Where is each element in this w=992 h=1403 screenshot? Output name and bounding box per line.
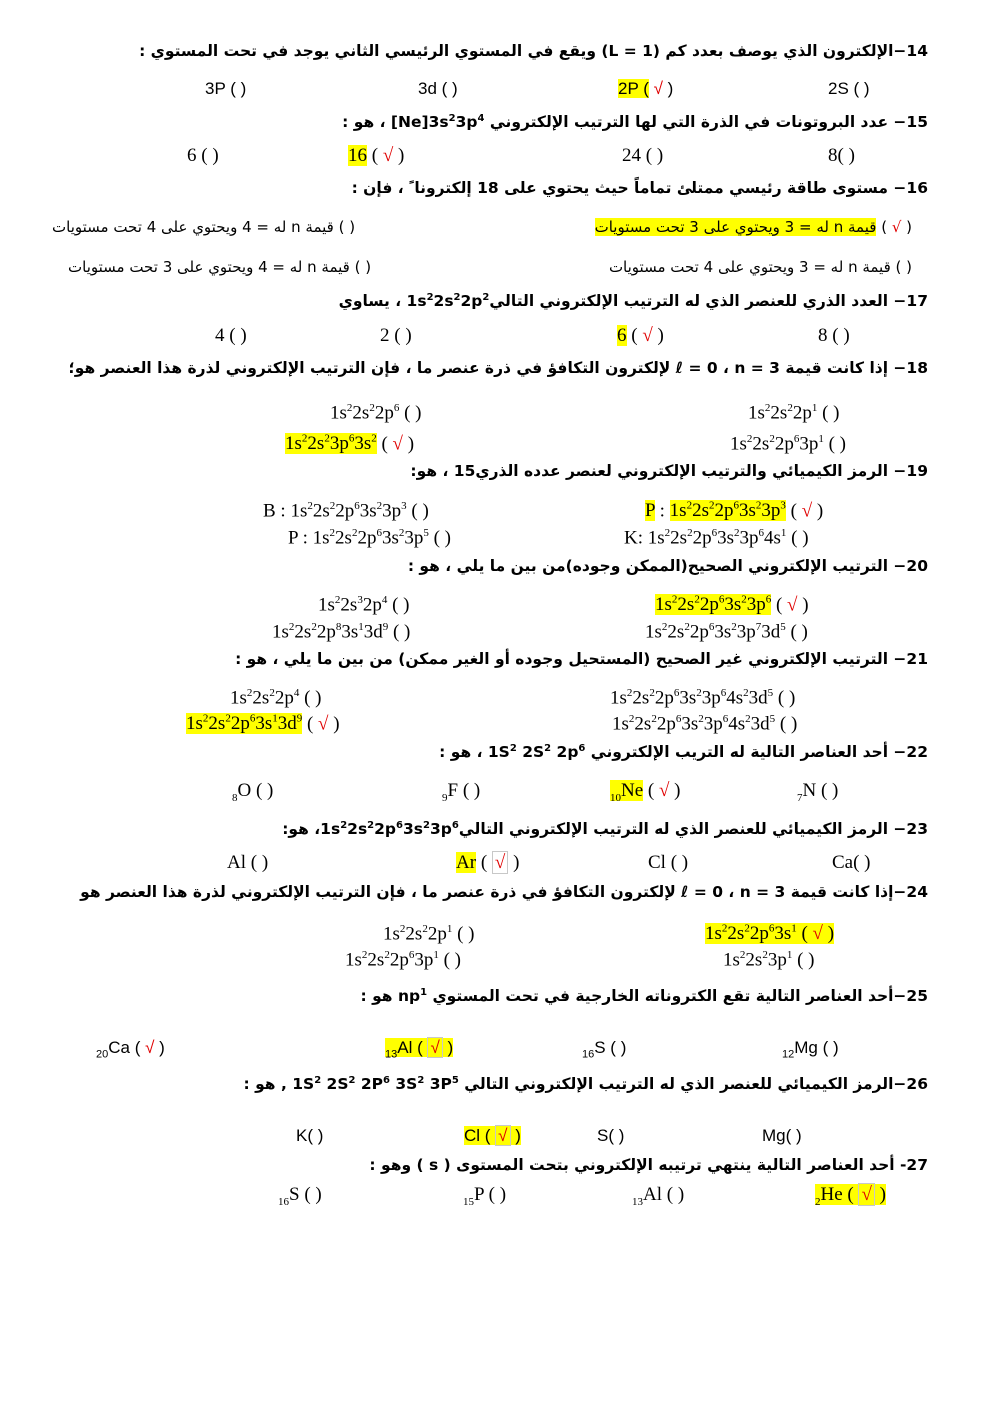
option-q25-mg[interactable]: $_{12}$Mg ( ) — [782, 1038, 839, 1061]
option-q23-ar[interactable]: Ar ( √ ) — [456, 852, 520, 873]
option-q16-b[interactable]: ( ) قيمة n له = 4 ويحتوي على 4 تحت مستويات — [52, 218, 356, 236]
option-q22-ne[interactable]: $_{10}$Ne ( √ ) — [610, 780, 681, 804]
option-q24-c[interactable]: $1s^22s^22p^63p^1$ ( ) — [345, 949, 461, 971]
option-q15-24[interactable]: 24 ( ) — [622, 145, 664, 166]
option-q27-al[interactable]: $_{13}$Al ( ) — [632, 1184, 685, 1208]
question-24: 24−إذا كانت قيمة n = 3 ، ℓ = 0 لإلكترون التكافؤ في ذرة عنصر ما ، فإن الترتيب الإلكتروني لذرة هذا العنصر هو — [80, 883, 928, 901]
option-q21-c[interactable]: $1s^22s^22p^63s^13d^9$ ( √ ) — [186, 713, 340, 735]
option-q24-b[interactable]: $1s^22s^22p^63s^1$ ( √ ) — [705, 923, 835, 945]
question-16: 16− مستوى طاقة رئيسي ممتلئ تماماً حيث يحتوي على 18 إلكترونا ً ، فإن : — [351, 179, 928, 197]
option-q19-c[interactable]: P : $1s^22s^22p^63s^23p^5$ ( ) — [288, 527, 452, 549]
option-q26-cl[interactable]: Cl ( √ ) — [464, 1126, 521, 1145]
option-q26-s[interactable]: S( ) — [597, 1126, 625, 1145]
option-q27-s[interactable]: $_{16}$S ( ) — [278, 1184, 322, 1208]
option-q27-p[interactable]: $_{15}$P ( ) — [463, 1184, 507, 1208]
option-q20-c[interactable]: $1s^22s^22p^83s^13d^9$ ( ) — [272, 621, 411, 643]
question-22: 22− أحد العناصر التالية له التريب الإلكتروني $1S^2$ $2S^2$ $2p^6$ ، هو : — [439, 743, 928, 762]
question-27: 27- أحد العناصر التالية ينتهي ترتيبه الإلكتروني بتحت المستوى ( s ) وهو : — [369, 1156, 928, 1174]
option-q14-2s[interactable]: 2S ( ) — [828, 79, 870, 98]
option-q17-2[interactable]: 2 ( ) — [380, 325, 412, 346]
question-19: 19− الرمز الكيميائي والترتيب الإلكتروني لعنصر عدده الذري15 ، هو: — [410, 462, 928, 480]
option-q25-al[interactable]: $_{13}$Al ( √ ) — [385, 1038, 454, 1061]
option-q24-d[interactable]: $1s^22s^23p^1$ ( ) — [723, 949, 815, 971]
option-q26-k[interactable]: K( ) — [296, 1126, 324, 1145]
option-q18-b[interactable]: $1s^22s^22p^1$ ( ) — [748, 402, 840, 424]
option-q23-al[interactable]: Al ( ) — [227, 852, 269, 873]
question-15: 15− عدد البروتونات في الذرة التي لها الترتيب الإلكتروني $[Ne]3s^23p^4$ ، هو : — [342, 113, 928, 132]
option-q16-c[interactable]: ( ) قيمة n له = 3 ويحتوي على 4 تحت مستويات — [608, 258, 912, 276]
option-q15-6[interactable]: 6 ( ) — [187, 145, 219, 166]
option-q21-a[interactable]: $1s^22s^22p^4$ ( ) — [230, 687, 322, 709]
option-q16-a[interactable]: ( √ ) قيمة n له = 3 ويحتوي على 3 تحت مستويات — [594, 218, 912, 236]
option-q17-6[interactable]: 6 ( √ ) — [617, 325, 664, 346]
option-q23-ca[interactable]: Ca( ) — [832, 852, 871, 873]
option-q15-16[interactable]: 16 ( √ ) — [348, 145, 405, 166]
option-q22-n[interactable]: $_7$N ( ) — [797, 780, 839, 804]
option-q17-4[interactable]: 4 ( ) — [215, 325, 247, 346]
question-26: 26−الرمز الكيميائي للعنصر الذي له الترتيب الإلكتروني التالي $1S^2$ $2S^2$ $2P^6$ $3S^2$ $3P^5$ , هو : — [243, 1075, 928, 1094]
option-q25-ca[interactable]: $_{20}$Ca ( √ ) — [96, 1038, 165, 1061]
option-q24-a[interactable]: $1s^22s^22p^1$ ( ) — [383, 923, 475, 945]
option-q26-mg[interactable]: Mg( ) — [762, 1126, 802, 1145]
question-14: 14−الإلكترون الذي يوصف بعدد كم (L = 1) ويقع في المستوي الرئيسي الثاني يوجد في تحت المستوي : — [139, 42, 928, 60]
option-q18-c[interactable]: $1s^22s^23p^63s^2$ ( √ ) — [285, 433, 415, 455]
option-q19-b[interactable]: P : $1s^22s^22p^63s^23p^3$ ( √ ) — [645, 500, 824, 522]
option-q23-cl[interactable]: Cl ( ) — [648, 852, 689, 873]
option-q19-d[interactable]: K: $1s^22s^22p^63s^23p^64s^1$ ( ) — [624, 527, 809, 549]
option-q22-o[interactable]: $_8$O ( ) — [232, 780, 274, 804]
option-q20-a[interactable]: $1s^22s^32p^4$ ( ) — [318, 594, 410, 616]
option-q16-d[interactable]: ( ) قيمة n له = 4 ويحتوي على 3 تحت مستويات — [68, 258, 372, 276]
option-q21-b[interactable]: $1s^22s^22p^63s^23p^64s^23d^5$ ( ) — [610, 687, 796, 709]
option-q25-s[interactable]: $_{16}$S ( ) — [582, 1038, 627, 1061]
option-q22-f[interactable]: $_9$F ( ) — [442, 780, 481, 804]
question-23: 23− الرمز الكيميائي للعنصر الذي له الترتيب الإلكتروني $التالي1s^22s^22p^63s^23p^6،$ هو: — [282, 820, 928, 839]
option-q20-d[interactable]: $1s^22s^22p^63s^23p^73d^5$ ( ) — [645, 621, 808, 643]
option-q14-2p[interactable]: 2P ( √ ) — [618, 79, 674, 98]
question-18: 18− إذا كانت قيمة n = 3 ، ℓ = 0 لإلكترون التكافؤ في ذرة عنصر ما ، فإن الترتيب الإلكتروني لذرة هذا العنصر هو؛ — [68, 359, 928, 377]
option-q20-b[interactable]: $1s^22s^22p^63s^23p^6$ ( √ ) — [655, 594, 809, 616]
question-25: 25−أحد العناصر التالية تقع الكتروناته الخارجية في تحت المستوي $np^1$ هو : — [360, 987, 928, 1006]
option-q27-he[interactable]: $_2$He ( √ ) — [815, 1184, 886, 1208]
option-q18-d[interactable]: $1s^22s^22p^63p^1$ ( ) — [730, 433, 846, 455]
option-q21-d[interactable]: $1s^22s^22p^63s^23p^64s^23d^5$ ( ) — [612, 713, 798, 735]
option-q15-8[interactable]: 8( ) — [828, 145, 855, 166]
question-21: 21− الترتيب الإلكتروني غير الصحيح (المستحيل وجوده أو الغير ممكن) من بين ما يلي ، هو : — [235, 650, 928, 668]
option-q14-3d[interactable]: 3d ( ) — [418, 79, 458, 98]
question-17: 17− العدد الذري للعنصر الذي له الترتيب الإلكتروني $التالي1s^22s^22p^2$ ، يساوي — [338, 292, 928, 311]
option-q19-a[interactable]: B : $1s^22s^22p^63s^23p^3$ ( ) — [263, 500, 429, 522]
option-q17-8[interactable]: 8 ( ) — [818, 325, 850, 346]
option-q18-a[interactable]: $1s^22s^22p^6$ ( ) — [330, 402, 422, 424]
question-20: 20− الترتيب الإلكتروني الصحيح(الممكن وجوده)من بين ما يلي ، هو : — [407, 557, 928, 575]
option-q14-3p[interactable]: 3P ( ) — [205, 79, 247, 98]
